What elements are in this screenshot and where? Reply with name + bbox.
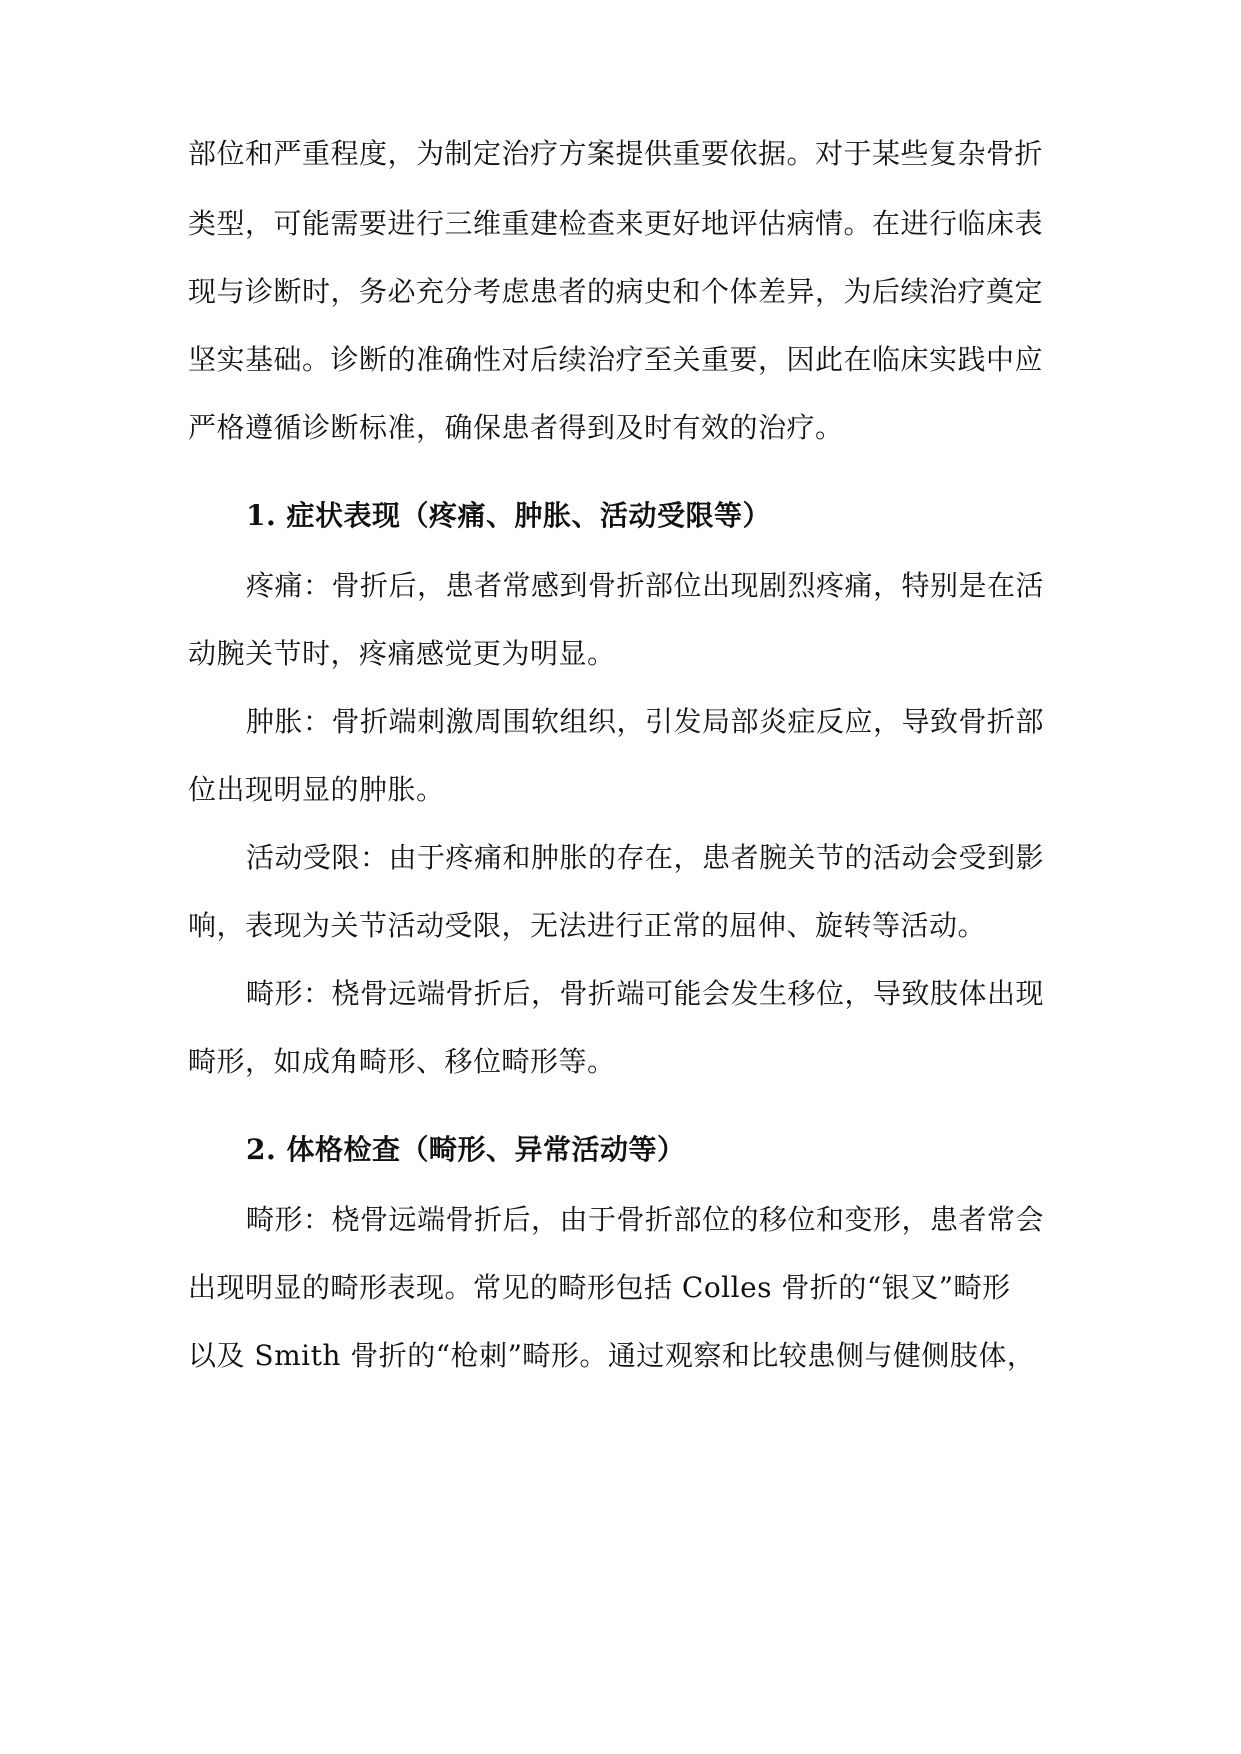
deformity-line-2: 畸形，如成角畸形、移位畸形等。 <box>188 1045 616 1078</box>
swelling-line-2: 位出现明显的肿胀。 <box>188 773 445 806</box>
limited-line-2: 响，表现为关节活动受限，无法进行正常的屈伸、旋转等活动。 <box>188 909 987 942</box>
intro-line-5: 严格遵循诊断标准，确保患者得到及时有效的治疗。 <box>188 411 844 444</box>
intro-line-2: 类型，可能需要进行三维重建检查来更好地评估病情。在进行临床表 <box>188 207 1044 240</box>
section-1-heading: 1. 症状表现（疼痛、肿胀、活动受限等） <box>246 499 771 532</box>
deformity-line-1: 畸形：桡骨远端骨折后，骨折端可能会发生移位，导致肢体出现 <box>246 977 1045 1010</box>
exam-deformity-line-3: 以及 Smith 骨折的“枪刺”畸形。通过观察和比较患侧与健侧肢体， <box>188 1339 1036 1372</box>
exam-deformity-line-2: 出现明显的畸形表现。常见的畸形包括 Colles 骨折的“银叉”畸形 <box>188 1271 1011 1304</box>
swelling-line-1: 肿胀：骨折端刺激周围软组织，引发局部炎症反应，导致骨折部 <box>246 705 1045 738</box>
limited-line-1: 活动受限：由于疼痛和肿胀的存在，患者腕关节的活动会受到影 <box>246 841 1045 874</box>
intro-line-4: 坚实基础。诊断的准确性对后续治疗至关重要，因此在临床实践中应 <box>188 343 1044 376</box>
pain-line-2: 动腕关节时，疼痛感觉更为明显。 <box>188 637 616 670</box>
pain-line-1: 疼痛：骨折后，患者常感到骨折部位出现剧烈疼痛，特别是在活 <box>246 569 1045 602</box>
intro-line-1: 部位和严重程度，为制定治疗方案提供重要依据。对于某些复杂骨折 <box>188 137 1044 170</box>
exam-deformity-line-1: 畸形：桡骨远端骨折后，由于骨折部位的移位和变形，患者常会 <box>246 1203 1045 1236</box>
intro-line-3: 现与诊断时，务必充分考虑患者的病史和个体差异，为后续治疗奠定 <box>188 275 1044 308</box>
section-2-heading: 2. 体格检查（畸形、异常活动等） <box>246 1133 686 1166</box>
